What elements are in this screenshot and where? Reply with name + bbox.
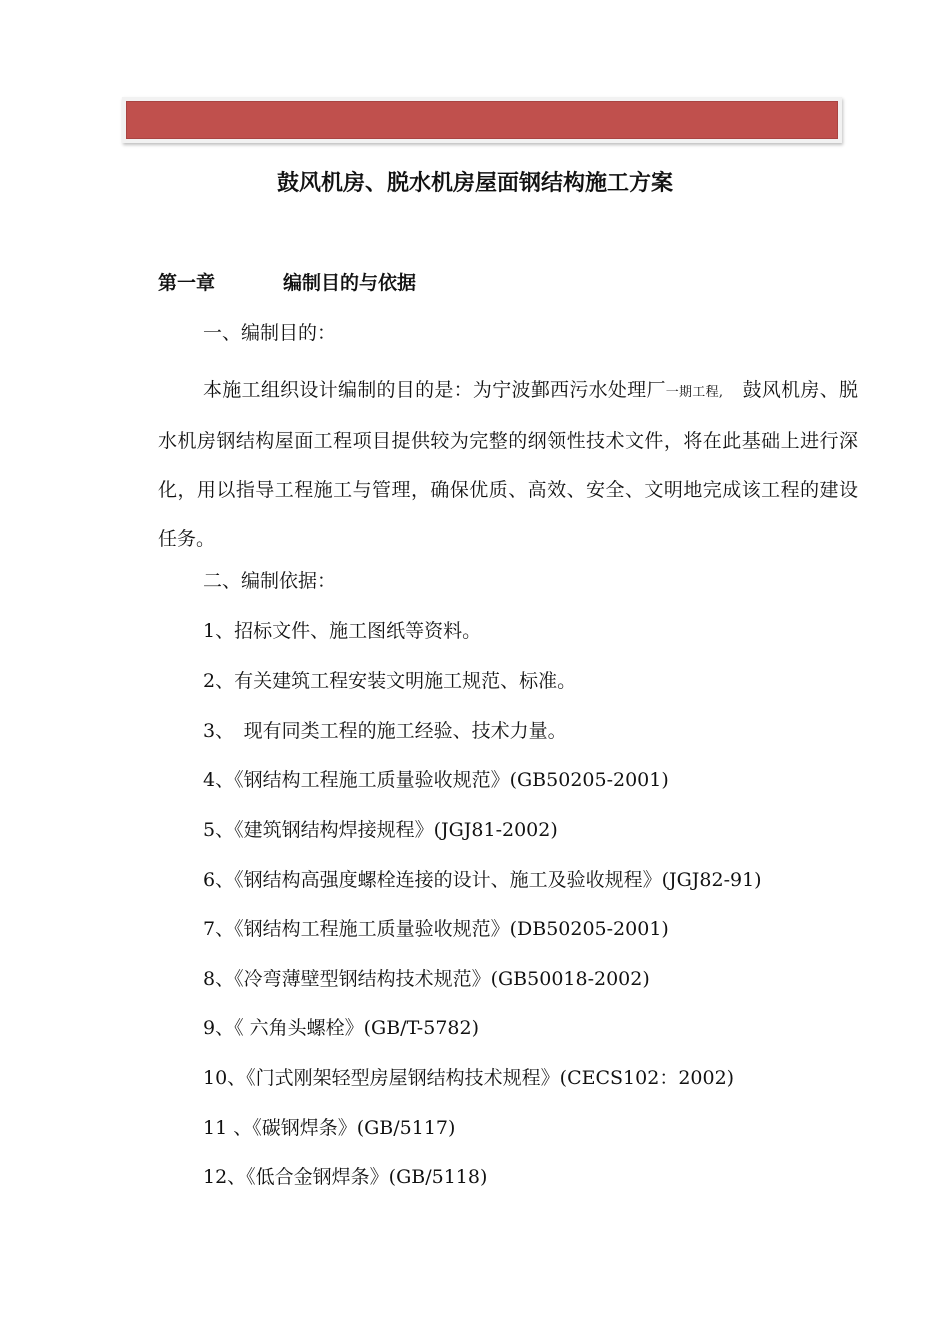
basis-item: 8、《冷弯薄壁型钢结构技术规范》(GB50018-2002) (203, 968, 650, 990)
chapter-title: 编制目的与依据 (283, 272, 417, 294)
chapter-heading (158, 268, 416, 295)
basis-item: 3、 现有同类工程的施工经验、技术力量。 (203, 720, 567, 742)
basis-item: 12、《低合金钢焊条》(GB/5118) (203, 1166, 488, 1188)
purpose-text-part2: 鼓风机房、脱水机房钢结构屋面工程项目提供较为完整的纲领性技术文件，将在此基础上进行深化，用以指导工程施工与管理，确保优质、高效、安全、文明地完成该工程的建设任务。 (158, 379, 858, 550)
basis-item: 2、有关建筑工程安装文明施工规范、标准。 (203, 670, 577, 692)
basis-item: 5、《建筑钢结构焊接规程》(JGJ81-2002) (203, 819, 558, 841)
header-banner (122, 97, 842, 143)
header-banner-bar (126, 101, 838, 139)
chapter-number: 第一章 (158, 272, 216, 294)
basis-item: 6、《钢结构高强度螺栓连接的设计、施工及验收规程》(JGJ82-91) (203, 869, 762, 891)
section-heading-basis: 二、编制依据： (203, 570, 337, 592)
section-heading-purpose: 一、编制目的： (203, 322, 337, 344)
purpose-text-small: 一期工程, (665, 385, 724, 400)
purpose-text-part1: 本施工组织设计编制的目的是：为宁波鄞西污水处理厂 (203, 379, 666, 401)
basis-item: 7、《钢结构工程施工质量验收规范》(DB50205-2001) (203, 918, 669, 940)
basis-item: 9、《 六角头螺栓》(GB/T-5782) (203, 1017, 479, 1039)
basis-item: 10、《门式刚架轻型房屋钢结构技术规程》(CECS102：2002) (203, 1067, 735, 1089)
basis-item: 1、招标文件、施工图纸等资料。 (203, 620, 482, 642)
basis-item: 11 、《碳钢焊条》(GB/5117) (203, 1117, 456, 1139)
basis-item: 4、《钢结构工程施工质量验收规范》(GB50205-2001) (203, 769, 669, 791)
purpose-paragraph (158, 366, 858, 564)
document-title: 鼓风机房、脱水机房屋面钢结构施工方案 (276, 171, 673, 196)
